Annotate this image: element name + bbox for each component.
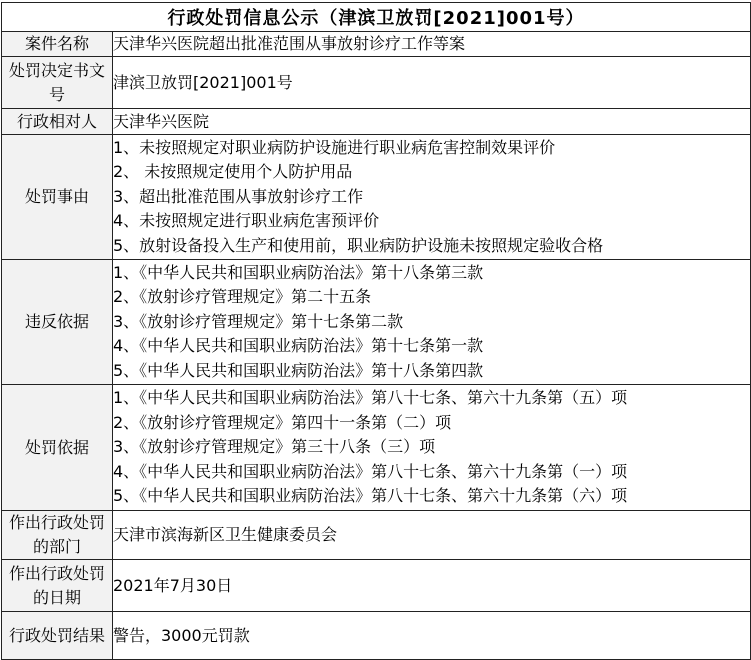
- list-item: 1、《中华人民共和国职业病防治法》第十八条第三款: [113, 262, 484, 282]
- result-row: [2, 612, 751, 660]
- department-row: [2, 511, 751, 560]
- reasons-label: 处罚事由: [2, 135, 113, 260]
- case-name-label: 案件名称: [2, 32, 113, 57]
- date-label: 作出行政处罚的日期: [2, 560, 113, 612]
- result-label: 行政处罚结果: [2, 612, 113, 660]
- list-item: 3、《放射诊疗管理规定》第十七条第二款: [113, 311, 404, 331]
- department-label: 作出行政处罚的部门: [2, 511, 113, 560]
- date-value: 2021年7月30日: [113, 560, 751, 612]
- list-item: 5、《中华人民共和国职业病防治法》第十八条第四款: [113, 360, 484, 380]
- date-row: [2, 560, 751, 612]
- list-item: 4、未按照规定进行职业病危害预评价: [113, 211, 380, 231]
- list-item: 2、《放射诊疗管理规定》第四十一条第（二）项: [113, 412, 452, 432]
- violation-basis-row: [2, 260, 751, 385]
- decision-no-label: 处罚决定书文号: [2, 57, 113, 109]
- case-name-value: 天津华兴医院超出批准范围从事放射诊疗工作等案: [113, 32, 751, 57]
- list-item: 4、《中华人民共和国职业病防治法》第八十七条、第六十九条第（一）项: [113, 461, 628, 481]
- penalty-basis-list: [113, 385, 751, 511]
- counterparty-row: [2, 109, 751, 135]
- list-item: 2、《放射诊疗管理规定》第二十五条: [113, 287, 372, 307]
- decision-no-value: 津滨卫放罚[2021]001号: [113, 57, 751, 109]
- penalty-basis-label: 处罚依据: [2, 385, 113, 511]
- penalty-notice-table: [1, 2, 751, 660]
- case-name-row: [2, 32, 751, 57]
- list-item: 4、《中华人民共和国职业病防治法》第十七条第一款: [113, 336, 484, 356]
- notice-title: 行政处罚信息公示（津滨卫放罚[2021]001号）: [2, 3, 751, 32]
- list-item: 3、《放射诊疗管理规定》第三十八条（三）项: [113, 437, 436, 457]
- list-item: 2、 未按照规定使用个人防护用品: [113, 162, 353, 182]
- list-item: 5、放射设备投入生产和使用前，职业病防护设施未按照规定验收合格: [113, 235, 604, 255]
- counterparty-value: 天津华兴医院: [113, 109, 751, 135]
- violation-basis-label: 违反依据: [2, 260, 113, 385]
- penalty-basis-row: [2, 385, 751, 511]
- reasons-row: [2, 135, 751, 260]
- result-value: 警告，3000元罚款: [113, 612, 751, 660]
- violation-basis-list: [113, 260, 751, 385]
- department-value: 天津市滨海新区卫生健康委员会: [113, 511, 751, 560]
- title-row: [2, 3, 751, 32]
- counterparty-label: 行政相对人: [2, 109, 113, 135]
- reasons-list: [113, 135, 751, 260]
- list-item: 1、未按照规定对职业病防护设施进行职业病危害控制效果评价: [113, 137, 556, 157]
- list-item: 5、《中华人民共和国职业病防治法》第八十七条、第六十九条第（六）项: [113, 486, 628, 506]
- list-item: 3、超出批准范围从事放射诊疗工作: [113, 186, 364, 206]
- decision-no-row: [2, 57, 751, 109]
- list-item: 1、《中华人民共和国职业病防治法》第八十七条、第六十九条第（五）项: [113, 388, 628, 408]
